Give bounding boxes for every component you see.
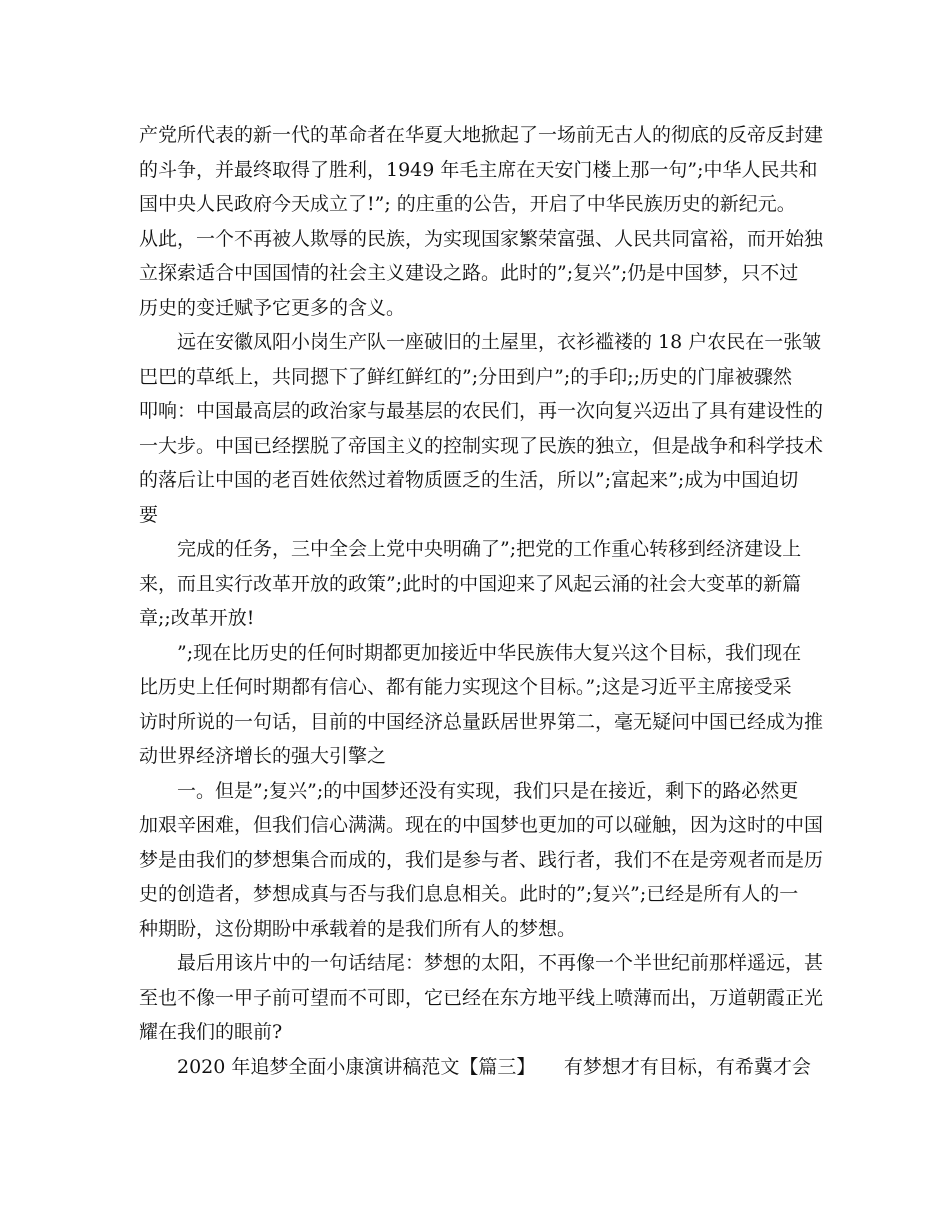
text-line: ”;现在比历史的任何时期都更加接近中华民族伟大复兴这个目标，我们现在 xyxy=(177,641,802,664)
text-line: 种期盼，这份期盼中承载着的是我们所有人的梦想。 xyxy=(139,917,577,940)
document-body xyxy=(139,118,829,1084)
text-line: 立探索适合中国国情的社会主义建设之路。此时的”;复兴”;仍是中国梦，只不过 xyxy=(139,262,799,284)
text-line: 加艰辛困难，但我们信心满满。现在的中国梦也更加的可以碰触，因为这时的中国 xyxy=(139,814,824,836)
text-line: 巴巴的草纸上，共同摁下了鲜红鲜红的”;分田到户”;的手印;;历史的门扉被骤然 xyxy=(139,365,793,388)
text-line: 至也不像一甲子前可望而不可即，它已经在东方地平线上喷薄而出，万道朝霞正光 xyxy=(139,986,824,1009)
text-line: 章;;改革开放! xyxy=(139,607,255,629)
text-line: 叩响：中国最高层的政治家与最基层的农民们，再一次向复兴迈出了具有建设性的 xyxy=(139,400,824,422)
text-line: 一大步。中国已经摆脱了帝国主义的控制实现了民族的独立，但是战争和科学技术 xyxy=(139,434,824,457)
text-line: 远在安徽凤阳小岗生产队一座破旧的土屋里，衣衫褴褛的 18 户农民在一张皱 xyxy=(177,331,822,353)
text-line: 来，而且实行改革开放的政策”;此时的中国迎来了风起云涌的社会大变革的新篇 xyxy=(139,572,802,595)
text-line: 2020 年追梦全面小康演讲稿范文【篇三】 有梦想才有目标，有希冀才会 xyxy=(177,1055,811,1078)
text-line: 历史的变迁赋予它更多的含义。 xyxy=(139,296,406,319)
text-line: 的落后让中国的老百姓依然过着物质匮乏的生活，所以”;富起来”;成为中国迫切 xyxy=(139,469,799,491)
text-line: 梦是由我们的梦想集合而成的，我们是参与者、践行者，我们不在是旁观者而是历 xyxy=(139,848,824,871)
text-line: 完成的任务，三中全会上党中央明确了”;把党的工作重心转移到经济建设上 xyxy=(177,538,802,560)
text-line: 产党所代表的新一代的革命者在华夏大地掀起了一场前无古人的彻底的反帝反封建 xyxy=(139,124,824,146)
text-line: 国中央人民政府今天成立了!”; 的庄重的公告，开启了中华民族历史的新纪元。 xyxy=(139,193,796,215)
text-line: 从此，一个不再被人欺辱的民族，为实现国家繁荣富强、人民共同富裕，而开始独 xyxy=(139,227,824,250)
text-line: 访时所说的一句话，目前的中国经济总量跃居世界第二，毫无疑问中国已经成为推 xyxy=(139,710,824,733)
text-line: 史的创造者，梦想成真与否与我们息息相关。此时的”;复兴”;已经是所有人的一 xyxy=(139,883,799,905)
text-line: 比历史上任何时期都有信心、都有能力实现这个目标。”;这是习近平主席接受采 xyxy=(139,676,792,698)
text-line: 一。但是”;复兴”;的中国梦还没有实现，我们只是在接近，剩下的路必然更 xyxy=(177,779,799,802)
text-line: 要 xyxy=(139,503,159,526)
text-line: 的斗争，并最终取得了胜利，1949 年毛主席在天安门楼上那一句”;中华人民共和 xyxy=(139,158,818,181)
text-line: 耀在我们的眼前? xyxy=(139,1021,283,1043)
text-line: 动世界经济增长的强大引擎之 xyxy=(139,745,387,767)
text-line: 最后用该片中的一句话结尾：梦想的太阳，不再像一个半世纪前那样遥远，甚 xyxy=(177,952,824,974)
